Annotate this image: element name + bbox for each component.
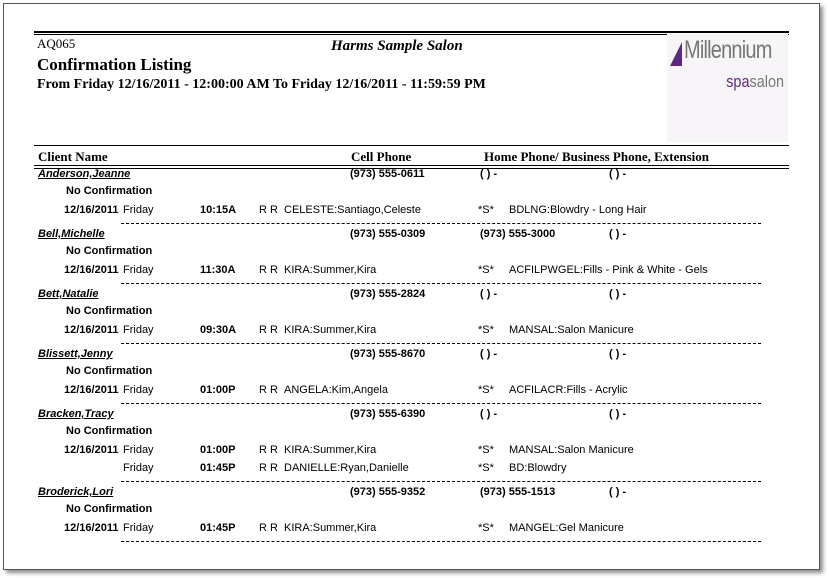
report-code: AQ065: [37, 36, 76, 51]
appt-day: Friday: [123, 462, 154, 474]
home-phone: (973) 555-3000: [480, 228, 556, 240]
home-phone: ( ) -: [480, 408, 498, 420]
home-phone: ( ) -: [480, 348, 498, 360]
appt-day: Friday: [123, 444, 154, 456]
appt-code: R R: [259, 444, 278, 456]
row-separator: [121, 481, 761, 482]
appt-date: 12/16/2011: [64, 324, 119, 336]
appt-day: Friday: [123, 522, 154, 534]
header-rule: [34, 145, 789, 146]
cell-phone: (973) 555-0309: [350, 228, 426, 240]
appt-date: 12/16/2011: [64, 204, 119, 216]
appt-day: Friday: [123, 384, 154, 396]
appt-service: MANSAL:Salon Manicure: [509, 324, 634, 336]
salon-name: Harms Sample Salon: [331, 38, 463, 54]
appt-service: BD:Blowdry: [509, 462, 567, 474]
business-phone: ( ) -: [609, 168, 627, 180]
appt-staff: KIRA:Summer,Kira: [284, 264, 377, 276]
client-name-link[interactable]: Broderick,Lori: [38, 486, 114, 498]
appt-service: ACFILACR:Fills - Acrylic: [509, 384, 628, 396]
appt-service: BDLNG:Blowdry - Long Hair: [509, 204, 647, 216]
business-phone: ( ) -: [609, 408, 627, 420]
appt-service: MANSAL:Salon Manicure: [509, 444, 634, 456]
appt-day: Friday: [123, 264, 154, 276]
appt-time: 01:45P: [200, 522, 236, 534]
appt-code: R R: [259, 462, 278, 474]
logo-sub: [726, 72, 784, 92]
logo-sub-a: spa: [726, 72, 750, 91]
logo-brand: Millennium: [684, 36, 772, 64]
logo-mark-icon: [670, 42, 682, 66]
business-phone: ( ) -: [609, 486, 627, 498]
appt-day: Friday: [123, 324, 154, 336]
col-client-name: Client Name: [38, 149, 108, 164]
appt-staff: ANGELA:Kim,Angela: [284, 384, 388, 396]
appt-date: 12/16/2011: [64, 384, 119, 396]
row-separator: [121, 223, 761, 224]
home-phone: (973) 555-1513: [480, 486, 556, 498]
client-name-link[interactable]: Bett,Natalie: [38, 288, 99, 300]
business-phone: ( ) -: [609, 348, 627, 360]
appt-time: 11:30A: [200, 264, 236, 276]
appt-staff: KIRA:Summer,Kira: [284, 324, 377, 336]
client-name-link[interactable]: Bell,Michelle: [38, 228, 105, 240]
confirmation-status: No Confirmation: [66, 503, 153, 515]
appt-date: 12/16/2011: [64, 522, 119, 534]
appt-time: 10:15A: [200, 204, 237, 216]
business-phone: ( ) -: [609, 228, 627, 240]
row-separator: [121, 283, 761, 284]
logo-sub-b: salon: [749, 72, 784, 91]
appt-code: R R: [259, 522, 278, 534]
business-phone: ( ) -: [609, 288, 627, 300]
confirmation-status: No Confirmation: [66, 305, 153, 317]
report-title: Confirmation Listing: [37, 55, 192, 74]
row-separator: [121, 343, 761, 344]
client-name-link[interactable]: Anderson,Jeanne: [38, 168, 131, 180]
cell-phone: (973) 555-0611: [350, 168, 425, 180]
appt-staff: KIRA:Summer,Kira: [284, 522, 377, 534]
appt-staff: KIRA:Summer,Kira: [284, 444, 377, 456]
appt-code: R R: [259, 264, 278, 276]
appt-service: MANGEL:Gel Manicure: [509, 522, 624, 534]
date-range: From Friday 12/16/2011 - 12:00:00 AM To Friday 12/16/2011 - 11:59:59 PM: [37, 77, 486, 92]
cell-phone: (973) 555-2824: [350, 288, 426, 300]
confirmation-status: No Confirmation: [66, 365, 153, 377]
appt-staff: DANIELLE:Ryan,Danielle: [284, 462, 409, 474]
row-separator: [121, 541, 761, 542]
appt-flag: *S*: [478, 264, 494, 276]
appt-date: 12/16/2011: [64, 264, 119, 276]
client-name-link[interactable]: Bracken,Tracy: [38, 408, 114, 420]
client-name-link[interactable]: Blissett,Jenny: [38, 348, 113, 360]
appt-time: 01:00P: [200, 444, 236, 456]
appt-code: R R: [259, 204, 278, 216]
cell-phone: (973) 555-8670: [350, 348, 426, 360]
appt-time: 09:30A: [200, 324, 237, 336]
appt-flag: *S*: [478, 522, 494, 534]
appt-code: R R: [259, 384, 278, 396]
confirmation-status: No Confirmation: [66, 245, 153, 257]
appt-flag: *S*: [478, 204, 494, 216]
report-page: [3, 3, 820, 570]
appt-day: Friday: [123, 204, 154, 216]
confirmation-status: No Confirmation: [66, 185, 153, 197]
col-cell-phone: Cell Phone: [351, 149, 412, 164]
appt-flag: *S*: [478, 462, 494, 474]
appt-service: ACFILPWGEL:Fills - Pink & White - Gels: [509, 264, 708, 276]
confirmation-status: No Confirmation: [66, 425, 153, 437]
appt-time: 01:45P: [200, 462, 236, 474]
cell-phone: (973) 555-9352: [350, 486, 426, 498]
appt-flag: *S*: [478, 324, 494, 336]
home-phone: ( ) -: [480, 288, 498, 300]
appt-staff: CELESTE:Santiago,Celeste: [284, 204, 421, 216]
row-separator: [121, 403, 761, 404]
appt-code: R R: [259, 324, 278, 336]
appt-flag: *S*: [478, 444, 494, 456]
home-phone: ( ) -: [480, 168, 498, 180]
appt-flag: *S*: [478, 384, 494, 396]
appt-time: 01:00P: [200, 384, 236, 396]
appt-date: 12/16/2011: [64, 444, 119, 456]
col-home-phone: Home Phone/ Business Phone, Extension: [484, 149, 710, 164]
cell-phone: (973) 555-6390: [350, 408, 426, 420]
millennium-logo: [667, 34, 788, 142]
